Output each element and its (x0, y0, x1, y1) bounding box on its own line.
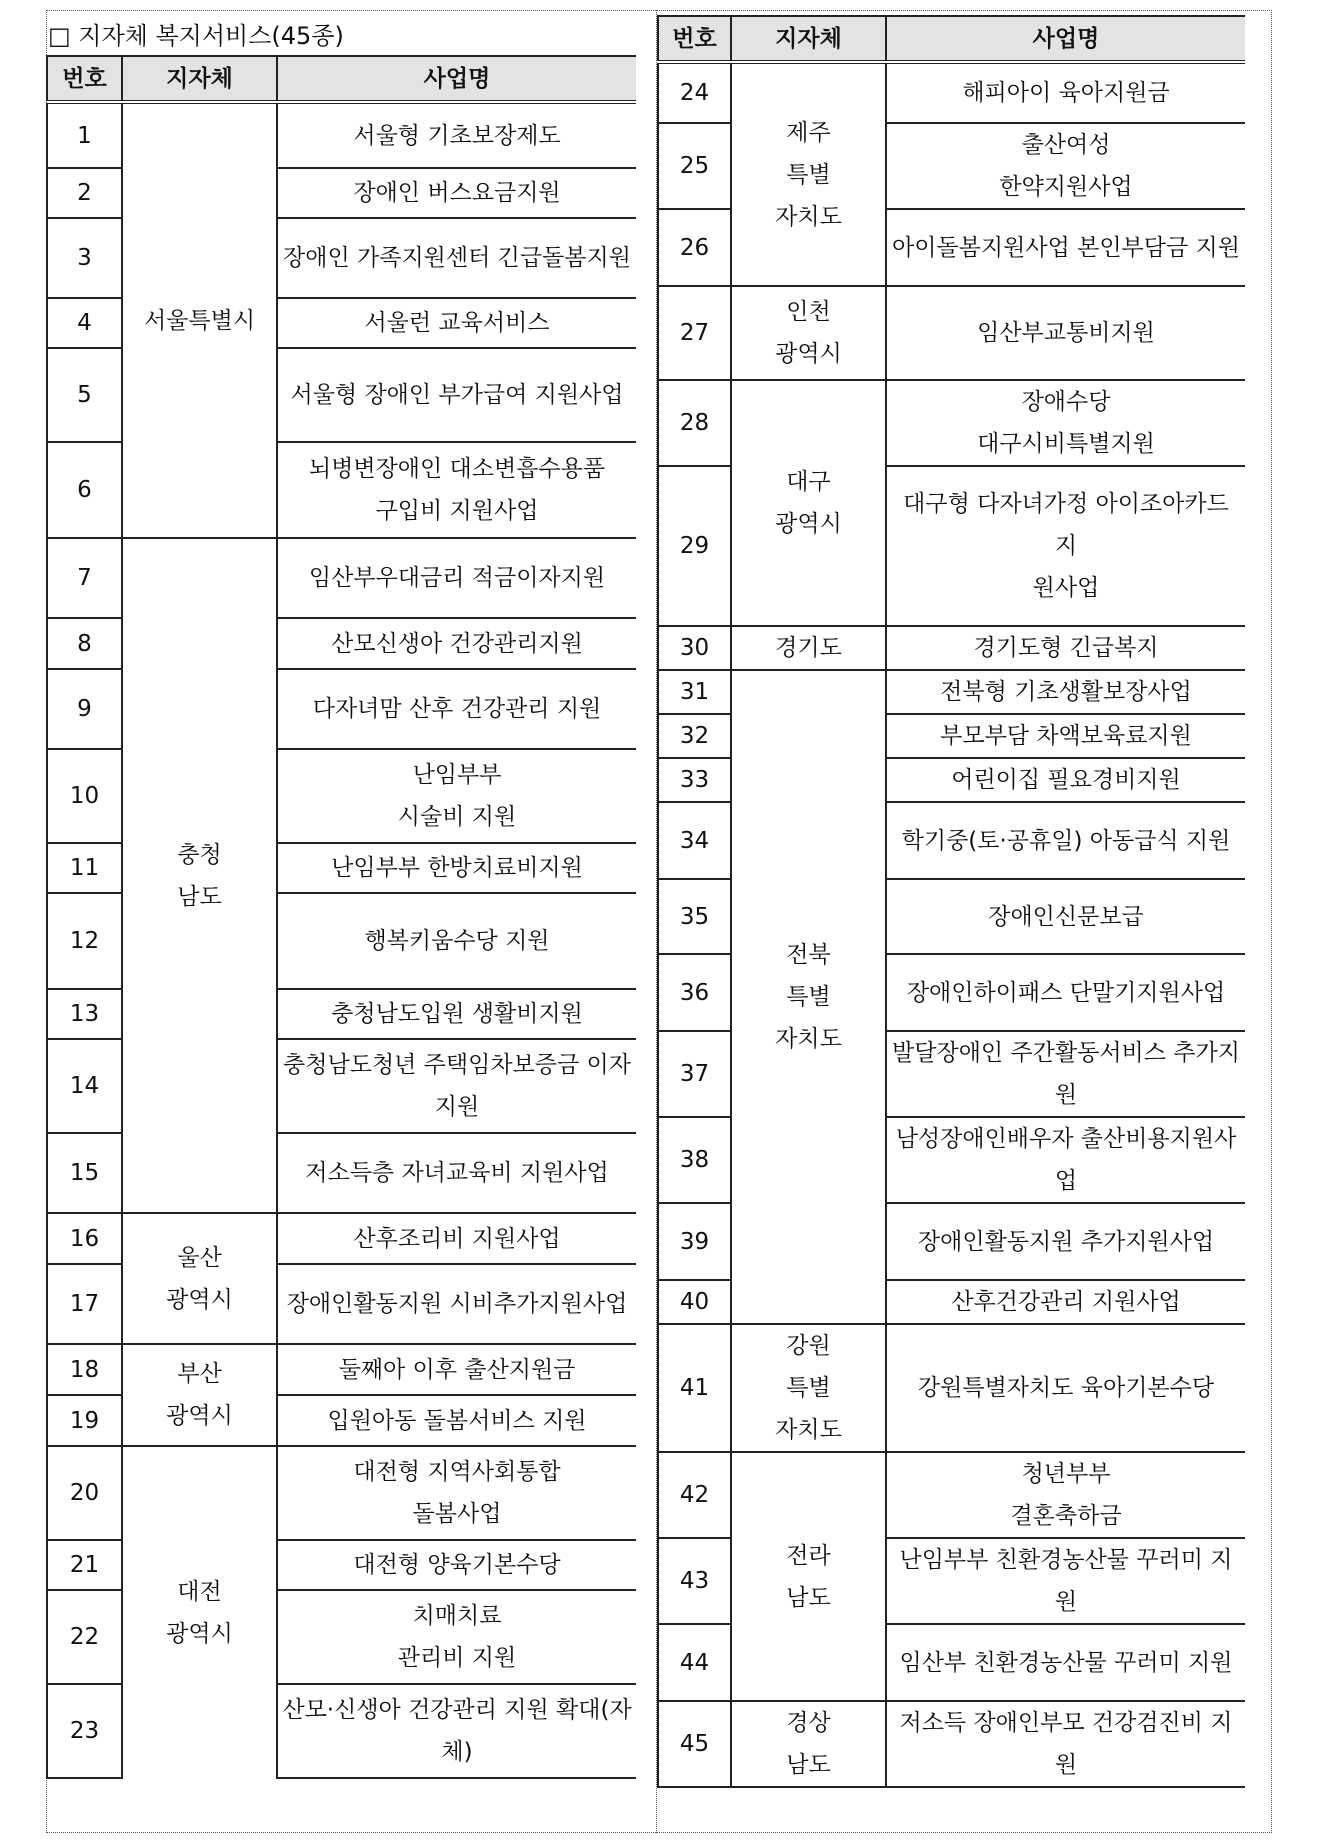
program-name (886, 380, 1245, 466)
row-number: 25 (658, 123, 731, 209)
region-line: 울산 (177, 1244, 222, 1271)
region-cell (122, 538, 277, 1213)
table-row (658, 62, 1245, 123)
region-line: 자치도 (775, 203, 842, 230)
program-name-line: 서울형 기초보장제도 (353, 122, 561, 149)
program-name-line: 산후조리비 지원사업 (353, 1225, 561, 1252)
program-name-line: 산후건강관리 지원사업 (951, 1289, 1181, 1315)
program-name (277, 102, 636, 168)
program-name (277, 1395, 636, 1446)
program-name (886, 1203, 1245, 1280)
program-name-line: 대구시비특별지원 (977, 431, 1155, 457)
program-name (886, 1452, 1245, 1538)
row-number: 15 (47, 1133, 122, 1213)
program-name-line: 장애인활동지원 시비추가지원사업 (286, 1291, 628, 1317)
program-name (277, 749, 636, 843)
region-cell (122, 102, 277, 538)
program-name (886, 626, 1245, 670)
program-name-line: 둘째아 이후 출산지원금 (338, 1356, 576, 1383)
program-name (277, 1133, 636, 1213)
region-line: 남도 (786, 1584, 831, 1611)
program-name-line: 해피아이 육아지원금 (962, 80, 1170, 106)
table-row (658, 626, 1245, 670)
region-line: 특별 (786, 161, 831, 188)
program-name (277, 168, 636, 218)
table-row (47, 538, 636, 618)
header-program: 사업명 (886, 16, 1245, 62)
program-name (277, 893, 636, 989)
header-no: 번호 (47, 56, 122, 102)
program-name (886, 1117, 1245, 1203)
program-name-line: 충청남도입원 생활비지원 (331, 1001, 583, 1027)
region-cell (731, 380, 886, 626)
program-name-line: 전북형 기초생활보장사업 (940, 679, 1192, 705)
region-line: 강원 (786, 1333, 831, 1359)
row-number: 36 (658, 954, 731, 1031)
table-row (658, 1701, 1245, 1787)
program-name (886, 1624, 1245, 1701)
row-number: 12 (47, 893, 122, 989)
program-name-line: 대전형 양육기본수당 (353, 1552, 561, 1578)
region-cell (122, 1446, 277, 1778)
row-number: 43 (658, 1538, 731, 1624)
region-cell (122, 1344, 277, 1446)
program-name (886, 62, 1245, 123)
row-number: 35 (658, 879, 731, 954)
program-name-line: 장애인 가족지원센터 긴급돌봄지원 (283, 245, 631, 271)
region-line: 광역시 (166, 1403, 233, 1429)
program-name-line: 장애인신문보급 (988, 903, 1144, 930)
program-name-line: 충청남도청년 주택임차보증금 이자 (283, 1052, 631, 1078)
region-line: 경상 (786, 1710, 831, 1736)
program-name (277, 1590, 636, 1684)
program-name-line: 임산부교통비지원 (977, 320, 1155, 346)
region-cell (731, 286, 886, 380)
program-name-line: 입원아동 돌봄서비스 지원 (327, 1407, 587, 1434)
program-name-line: 지원 (434, 1094, 480, 1120)
table-row (658, 380, 1245, 466)
row-number: 42 (658, 1452, 731, 1538)
program-name (886, 1031, 1245, 1117)
program-name (277, 348, 636, 442)
region-line: 자치도 (775, 1417, 842, 1443)
program-name-line: 저소득 장애인부모 건강검진비 지원 (899, 1710, 1233, 1778)
program-name-line: 출산여성 (1021, 132, 1111, 158)
table-row (47, 1213, 636, 1264)
row-number: 1 (47, 102, 122, 168)
program-name-line: 서울런 교육서비스 (364, 310, 550, 336)
table-row (47, 102, 636, 168)
program-name-line: 체) (441, 1739, 473, 1765)
program-name-line: 시술비 지원 (397, 804, 517, 830)
program-name-line: 발달장애인 주간활동서비스 추가지 (892, 1040, 1240, 1066)
program-name (277, 538, 636, 618)
program-name (277, 298, 636, 348)
region-line: 전라 (786, 1542, 831, 1569)
program-name-line: 돌봄사업 (412, 1501, 502, 1527)
table-row (658, 286, 1245, 380)
row-number: 32 (658, 714, 731, 758)
program-name-line: 남성장애인배우자 출산비용지원사 (895, 1126, 1237, 1152)
row-number: 6 (47, 442, 122, 538)
program-name (277, 989, 636, 1039)
row-number: 27 (658, 286, 731, 380)
program-name-line: 경기도형 긴급복지 (973, 635, 1159, 661)
region-cell (122, 1213, 277, 1344)
region-cell (731, 62, 886, 286)
region-cell (731, 1324, 886, 1452)
program-name (277, 1039, 636, 1133)
row-number: 8 (47, 618, 122, 669)
region-line: 경기도 (775, 635, 842, 661)
row-number: 19 (47, 1395, 122, 1446)
row-number: 26 (658, 209, 731, 286)
region-cell (731, 626, 886, 670)
header-region: 지자체 (122, 56, 277, 102)
region-line: 광역시 (166, 1620, 233, 1647)
header-region: 지자체 (731, 16, 886, 62)
program-name (886, 1280, 1245, 1324)
program-name-line: 부모부담 차액보육료지원 (940, 723, 1192, 749)
row-number: 22 (47, 1590, 122, 1684)
region-line: 제주 (786, 119, 831, 146)
program-name-line: 산모·신생아 건강관리 지원 확대(자 (282, 1697, 632, 1723)
row-number: 4 (47, 298, 122, 348)
program-name (277, 1684, 636, 1778)
program-name-line: 원 (1054, 1082, 1078, 1108)
right-table-body (658, 62, 1245, 1787)
row-number: 24 (658, 62, 731, 123)
row-number: 39 (658, 1203, 731, 1280)
program-name (886, 714, 1245, 758)
program-name-line: 장애인하이패스 단말기지원사업 (906, 979, 1226, 1006)
program-name-line: 임산부 친환경농산물 꾸러미 지원 (899, 1649, 1233, 1676)
header-program: 사업명 (277, 56, 636, 102)
program-name (277, 1264, 636, 1344)
region-line: 자치도 (775, 1026, 842, 1052)
program-name-line: 치매치료 (412, 1603, 502, 1629)
row-number: 11 (47, 843, 122, 893)
program-name-line: 관리비 지원 (397, 1645, 517, 1671)
row-number: 14 (47, 1039, 122, 1133)
region-cell (731, 1701, 886, 1787)
region-line: 광역시 (775, 511, 842, 537)
program-name-line: 장애인 버스요금지원 (353, 180, 561, 206)
program-name-line: 뇌병변장애인 대소변흡수용품 (308, 456, 606, 482)
region-line: 충청 (177, 841, 222, 868)
left-table (46, 55, 636, 1779)
program-name (886, 1538, 1245, 1624)
program-name (277, 1344, 636, 1395)
row-number: 3 (47, 218, 122, 298)
program-name (277, 843, 636, 893)
row-number: 18 (47, 1344, 122, 1395)
row-number: 44 (658, 1624, 731, 1701)
row-number: 16 (47, 1213, 122, 1264)
row-number: 28 (658, 380, 731, 466)
program-name (277, 218, 636, 298)
program-name (277, 618, 636, 669)
program-name (886, 466, 1245, 626)
program-name-line: 청년부부 (1021, 1461, 1111, 1487)
row-number: 23 (47, 1684, 122, 1778)
program-name (886, 123, 1245, 209)
program-name (277, 1213, 636, 1264)
program-name (886, 670, 1245, 714)
row-number: 34 (658, 802, 731, 879)
table-row (658, 1452, 1245, 1538)
program-name (886, 286, 1245, 380)
program-name (886, 209, 1245, 286)
program-name-line: 산모신생아 건강관리지원 (331, 630, 583, 657)
program-name-line: 원사업 (1032, 575, 1100, 601)
program-name-line: 난임부부 친환경농산물 꾸러미 지원 (899, 1547, 1233, 1615)
row-number: 20 (47, 1446, 122, 1540)
row-number: 21 (47, 1540, 122, 1590)
row-number: 33 (658, 758, 731, 802)
row-number: 29 (658, 466, 731, 626)
region-line: 광역시 (166, 1286, 233, 1313)
program-name-line: 대전형 지역사회통합 (353, 1459, 561, 1485)
program-name-line: 구입비 지원사업 (375, 498, 539, 524)
row-number: 17 (47, 1264, 122, 1344)
row-number: 2 (47, 168, 122, 218)
program-name-line: 학기중(토·공휴일) 아동급식 지원 (901, 827, 1231, 854)
left-table-body (47, 102, 636, 1778)
program-name-line: 결혼축하금 (1010, 1503, 1122, 1529)
program-name-line: 행복키움수당 지원 (364, 928, 550, 954)
program-name-line: 장애수당 (1021, 389, 1111, 415)
program-name-line: 아이돌봄지원사업 본인부담금 지원 (892, 234, 1240, 261)
region-line: 전북 (786, 942, 831, 968)
row-number: 45 (658, 1701, 731, 1787)
region-line: 대구 (786, 469, 831, 495)
region-cell (731, 670, 886, 1324)
table-row (658, 670, 1245, 714)
row-number: 40 (658, 1280, 731, 1324)
region-line: 특별 (786, 984, 831, 1010)
region-line: 대전 (177, 1578, 222, 1605)
right-table (657, 15, 1245, 1788)
row-number: 13 (47, 989, 122, 1039)
program-name-line: 업 (1054, 1168, 1078, 1194)
table-row (47, 1446, 636, 1540)
header-no: 번호 (658, 16, 731, 62)
program-name-line: 난임부부 한방치료비지원 (331, 855, 583, 881)
row-number: 10 (47, 749, 122, 843)
program-name (277, 669, 636, 749)
program-name (277, 1446, 636, 1540)
region-line: 서울특별시 (143, 307, 256, 334)
row-number: 31 (658, 670, 731, 714)
program-name (886, 802, 1245, 879)
region-line: 부산 (177, 1361, 222, 1387)
page-title: □ 지자체 복지서비스(45종) (48, 22, 344, 50)
program-name-line: 임산부우대금리 적금이자지원 (308, 565, 606, 591)
region-line: 인천 (786, 299, 831, 325)
row-number: 7 (47, 538, 122, 618)
program-name-line: 다자녀맘 산후 건강관리 지원 (312, 696, 602, 722)
row-number: 37 (658, 1031, 731, 1117)
program-name-line: 난임부부 (412, 762, 502, 788)
program-name (886, 758, 1245, 802)
program-name-line: 장애인활동지원 추가지원사업 (917, 1228, 1215, 1255)
program-name-line: 서울형 장애인 부가급여 지원사업 (290, 382, 624, 408)
program-name-line: 어린이집 필요경비지원 (951, 767, 1181, 793)
region-line: 남도 (177, 883, 222, 910)
table-row (47, 1344, 636, 1395)
region-line: 광역시 (775, 341, 842, 367)
program-name (886, 879, 1245, 954)
program-name (277, 1540, 636, 1590)
program-name (886, 954, 1245, 1031)
program-name (277, 442, 636, 538)
table-row (658, 1324, 1245, 1452)
program-name (886, 1324, 1245, 1452)
program-name-line: 대구형 다자녀가정 아이조아카드 지 (903, 491, 1229, 559)
region-cell (731, 1452, 886, 1701)
program-name-line: 강원특별자치도 육아기본수당 (917, 1375, 1215, 1401)
row-number: 5 (47, 348, 122, 442)
row-number: 30 (658, 626, 731, 670)
row-number: 9 (47, 669, 122, 749)
region-line: 특별 (786, 1375, 831, 1401)
program-name-line: 저소득층 자녀교육비 지원사업 (305, 1160, 609, 1186)
row-number: 38 (658, 1117, 731, 1203)
program-name (886, 1701, 1245, 1787)
program-name-line: 한약지원사업 (999, 174, 1133, 200)
row-number: 41 (658, 1324, 731, 1452)
region-line: 남도 (786, 1752, 831, 1778)
